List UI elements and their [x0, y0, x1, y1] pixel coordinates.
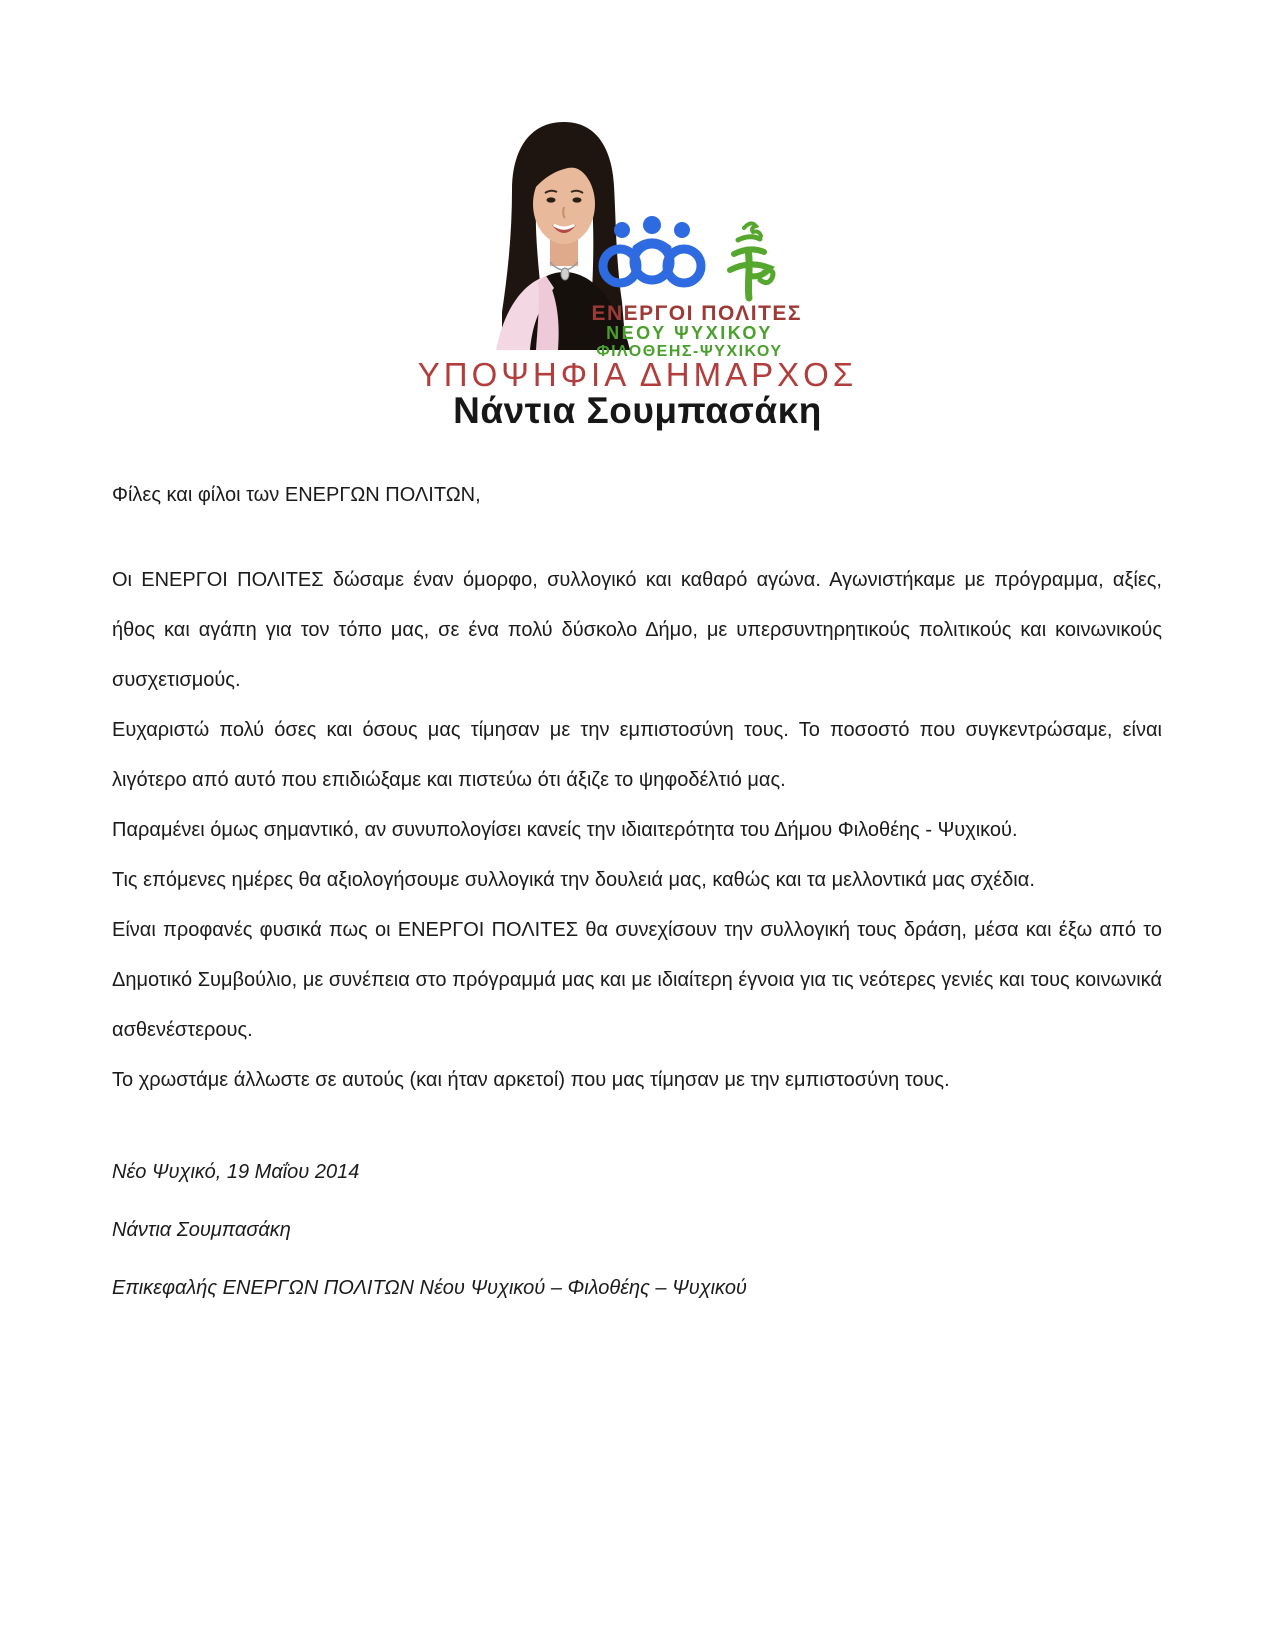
- org-name-line3: ΦΙΛΟΘΕΗΣ-ΨΥΧΙΚΟΥ: [596, 343, 783, 360]
- letterhead: [0, 0, 1275, 430]
- header-artwork: [488, 112, 803, 360]
- party-logo: [591, 210, 803, 360]
- paragraph: Είναι προφανές φυσικά πως οι ΕΝΕΡΓΟΙ ΠΟΛΙΤΕΣ θα συνεχίσουν την συλλογική τους δράση, μέσα και έξω από το Δημοτικό Συμβούλιο, με συνέπεια στο πρόγραμμά μας και με ιδιαίτερη έγνοια για τις νεότερες γενιές και τους κοινωνικά ασθενέστερους.: [112, 919, 1162, 1041]
- paragraph: Ευχαριστώ πολύ όσες και όσους μας τίμησαν με την εμπιστοσύνη τους. Το ποσοστό που συγκεντρώσαμε, είναι λιγότερο από αυτό που επιδιώξαμε και πιστεύω ότι άξιζε το ψηφοδέλτιό μας.: [112, 719, 1162, 791]
- paragraph: Το χρωστάμε άλλωστε σε αυτούς (και ήταν αρκετοί) που μας τίμησαν με την εμπιστοσύνη τους.: [112, 1069, 950, 1091]
- letter-body: [112, 470, 1162, 1317]
- salutation: Φίλες και φίλοι των ΕΝΕΡΓΩΝ ΠΟΛΙΤΩΝ,: [112, 484, 481, 506]
- closing-signature-name: Νάντια Σουμπασάκη: [112, 1219, 291, 1241]
- closing-signature-role: Επικεφαλής ΕΝΕΡΓΩΝ ΠΟΛΙΤΩΝ Νέου Ψυχικού – Φιλοθέης – Ψυχικού: [112, 1277, 747, 1299]
- candidate-name: Νάντια Σουμπασάκη: [453, 390, 822, 431]
- org-name-line2: ΝΕΟΥ ΨΥΧΙΚΟΥ: [606, 323, 773, 343]
- party-logo-mark: [592, 210, 788, 302]
- closing-place-date: Νέο Ψυχικό, 19 Μαΐου 2014: [112, 1161, 360, 1183]
- org-name-line1: ΕΝΕΡΓΟΙ ΠΟΛΙΤΕΣ: [591, 302, 803, 325]
- paragraph: Οι ΕΝΕΡΓΟΙ ΠΟΛΙΤΕΣ δώσαμε έναν όμορφο, συλλογικό και καθαρό αγώνα. Αγωνιστήκαμε με πρόγραμμα, αξίες, ήθος και αγάπη για τον τόπο μας, σε ένα πολύ δύσκολο Δήμο, με υπερσυντηρητικούς πολιτικούς και κοινωνικούς συσχετισμούς.: [112, 569, 1162, 691]
- paragraph: Παραμένει όμως σημαντικό, αν συνυπολογίσει κανείς την ιδιαιτερότητα του Δήμου Φιλοθέης - Ψυχικού.: [112, 819, 1018, 841]
- paragraph: Τις επόμενες ημέρες θα αξιολογήσουμε συλλογικά την δουλειά μας, καθώς και τα μελλοντικά μας σχέδια.: [112, 869, 1035, 891]
- candidacy-title: ΥΠΟΨΗΦΙΑ ΔΗΜΑΡΧΟΣ: [417, 356, 858, 393]
- closing-block: [112, 1143, 1162, 1317]
